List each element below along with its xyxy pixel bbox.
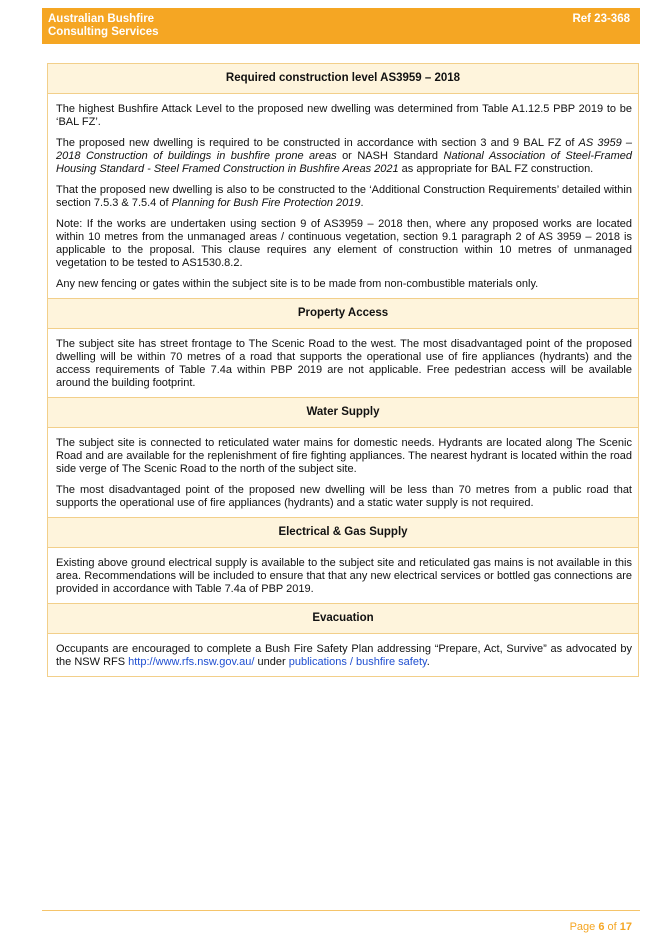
company-name xyxy=(48,13,159,39)
paragraph: Any new fencing or gates within the subject site is to be made from non-combustible materials only. xyxy=(56,278,539,290)
section-title-electrical: Electrical & Gas Supply xyxy=(48,518,638,548)
section-title-access: Property Access xyxy=(48,299,638,329)
page-number: Page 6 of 17 xyxy=(569,921,632,933)
section-title-evacuation: Evacuation xyxy=(48,604,638,634)
page-header xyxy=(42,8,640,44)
rfs-website-link[interactable]: http://www.rfs.nsw.gov.au/ xyxy=(128,656,255,668)
paragraph: The proposed new dwelling is required to be constructed in accordance with section 3 and 9 BAL FZ of AS 3959 – 2018 Construction of buildings in bushfire prone areas or NASH Standard National Association of Steel-Framed Housing Standard - Steel Framed Construction in Bushfire Areas 2021 as appropriate for BAL FZ construction. xyxy=(56,137,632,175)
footer-divider xyxy=(42,910,640,911)
section-body-electrical xyxy=(48,548,638,604)
company-name-line2: Consulting Services xyxy=(48,26,159,38)
paragraph: The most disadvantaged point of the proposed new dwelling will be less than 70 metres from a public road that supports the operational use of fire appliances (hydrants) and a static water supply is not required. xyxy=(56,484,632,509)
paragraph: Existing above ground electrical supply is available to the subject site and reticulated gas mains is not available in this area. Recommendations will be included to ensure that that any new electrical services or bottled gas connections are provided in accordance with Table 7.4a of PBP 2019. xyxy=(56,557,632,595)
paragraph: That the proposed new dwelling is also to be constructed to the ‘Additional Construction Requirements’ detailed within section 7.5.3 & 7.5.4 of Planning for Bush Fire Protection 2019. xyxy=(56,184,632,209)
reference-number: Ref 23-368 xyxy=(572,13,630,25)
section-body-access xyxy=(48,329,638,398)
paragraph: Occupants are encouraged to complete a Bush Fire Safety Plan addressing “Prepare, Act, Survive” as advocated by the NSW RFS http://www.rfs.nsw.gov.au/ under publications / bushfire safety. xyxy=(56,643,632,668)
assessment-table xyxy=(47,63,639,677)
section-body-evacuation xyxy=(48,634,638,676)
paragraph: The subject site is connected to reticulated water mains for domestic needs. Hydrants are located along The Scenic Road and are available for the replenishment of fire fighting appliances. The nearest hydrant is located within the road side verge of The Scenic Road to the north of the subject site. xyxy=(56,437,632,475)
company-name-line1: Australian Bushfire xyxy=(48,13,155,25)
bushfire-safety-link[interactable]: publications / bushfire safety xyxy=(288,656,427,668)
paragraph: The highest Bushfire Attack Level to the proposed new dwelling was determined from Table A1.12.5 PBP 2019 to be ‘BAL FZ’. xyxy=(56,103,632,128)
paragraph: Note: If the works are undertaken using section 9 of AS3959 – 2018 then, where any proposed works are located within 10 metres from the unmanaged areas / continuous vegetation, section 9.1 paragraph 2 of AS 3959 – 2018 is applicable to the proposal. This clause requires any element of construction within 10 metres of unmanaged vegetation to be tested to AS1530.8.2. xyxy=(56,218,632,269)
section-body-water xyxy=(48,428,638,518)
section-body-construction xyxy=(48,94,638,299)
paragraph: The subject site has street frontage to The Scenic Road to the west. The most disadvantaged point of the proposed dwelling will be within 70 metres of a road that supports the operational use of fire appliances (hydrants) and the access requirements of Table 7.4a within PBP 2019 are not applicable. Free pedestrian access will be available around the building footprint. xyxy=(56,338,632,389)
section-title-water: Water Supply xyxy=(48,398,638,428)
section-title-construction: Required construction level AS3959 – 2018 xyxy=(48,64,638,94)
